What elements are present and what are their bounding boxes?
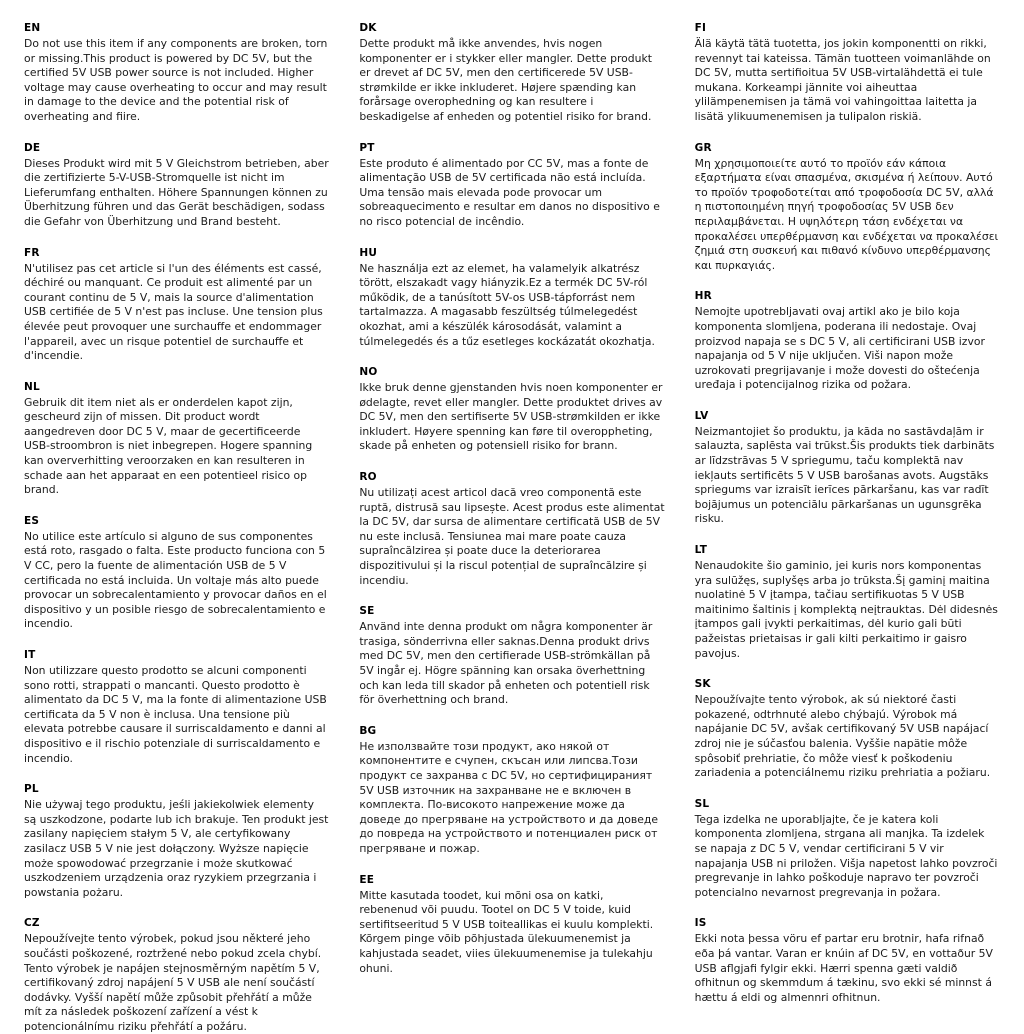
language-code: HU <box>359 246 378 259</box>
language-code: LT <box>694 544 708 557</box>
language-block-is <box>695 917 1000 1005</box>
language-code: ES <box>24 514 40 527</box>
language-block-dk <box>359 22 664 125</box>
language-text: Nu utilizați acest articol dacă vreo componentă este ruptă, distrusă sau lipsește. Acest produs este alimentat la DC 5V, dar sursa de alimentare certificată USB de 5V nu este inclusă. Tensiunea mai mare poate cauza supraîncălzirea și poate duce la deteriorarea dispozitivului și la riscul potențial de supraîncălzire și incendiu. <box>359 486 665 587</box>
language-code: SK <box>694 678 711 691</box>
language-text: Nie używaj tego produktu, jeśli jakiekolwiek elementy są uszkodzone, podarte lub ich brakuje. Ten produkt jest zasilany napięciem stałym 5 V, ale certyfikowany zasilacz USB 5 V nie jest dołączony. Wyższe napięcie może spowodować przegrzanie i może skutkować uszkodzeniem urządzenia oraz ryzykiem przegrzania i powstania pożaru. <box>24 798 329 899</box>
language-text: Ikke bruk denne gjenstanden hvis noen komponenter er ødelagte, revet eller mangler. Dette produktet drives av DC 5V, men den sertifiserte 5V USB-strømkilden er ikke inkludert. Høyere spenning kan føre til overoppheting, skade på enheten og potensiell risiko for brann. <box>359 381 663 453</box>
language-text: Не използвайте този продукт, ако някой от компонентите е счупен, скъсан или липсва.Този продукт се захранва с DC 5V, но сертифицираният 5V USB източник на захранване не е включен в комплекта. По-високото напрежение може да доведе до прегряване на устройството и да доведе до повреда на устройството и потенциален риск от прегряване и пожар. <box>359 739 659 855</box>
language-block-ee <box>359 874 664 977</box>
language-block-fr <box>24 247 329 364</box>
language-text: Nepoužívajte tento výrobok, ak sú niektoré časti pokazené, odtrhnuté alebo chýbajú. Výrobok má napájanie DC 5V, avšak certifikovaný 5V USB napájací zdroj nie je súčasťou balenia. Vyššie napätie môže spôsobiť prehriatie, čo môže viesť k poškodeniu zariadenia a potenciálnemu riziku prehriatia a požiaru. <box>694 693 991 780</box>
language-block-de <box>24 142 329 230</box>
language-block-sk <box>695 678 1000 781</box>
language-text: Mitte kasutada toodet, kui mõni osa on katki, rebenenud või puudu. Tootel on DC 5 V toide, kuid sertifitseeritud 5 V USB toiteallikas ei kuulu komplekti. Kõrgem pinge võib põhjustada ülekuumenemist ja kahjustada seadet, viies ülekuumenemise ja tulekahju ohuni. <box>359 888 654 975</box>
language-block-en <box>24 22 329 125</box>
language-block-gr <box>695 142 1000 274</box>
language-block-hr <box>695 290 1000 393</box>
column-left <box>24 22 329 1033</box>
language-code: LV <box>694 409 709 422</box>
language-code: DK <box>359 22 377 34</box>
language-block-it <box>24 649 329 766</box>
language-code: NL <box>24 380 40 393</box>
language-text: Neizmantojiet šo produktu, ja kāda no sastāvdaļām ir salauzta, saplēsta vai trūkst.Šis produkts tiek darbināts ar līdzstrāvas 5 V spriegumu, taču komplektā nav iekļauts sertificēts 5 V USB barošanas avots. Augstāks spriegums var izraisīt ierīces pārkaršanu, kas var radīt bojājumus un potenciālu pārkaršanas un ugunsgrēka risku. <box>694 424 995 526</box>
language-text: Dieses Produkt wird mit 5 V Gleichstrom betrieben, aber die zertifizierte 5-V-USB-Stromquelle ist nicht im Lieferumfang enthalten. Höhere Spannungen können zu Überhitzung führen und das Gerät beschädigen, sodass die Gefahr von Überhitzung und Brand besteht. <box>24 156 329 228</box>
language-code: PT <box>359 141 375 154</box>
language-code: HR <box>694 290 712 303</box>
language-code: IT <box>24 649 36 661</box>
language-code: CZ <box>24 917 40 930</box>
language-text: Dette produkt må ikke anvendes, hvis nogen komponenter er i stykker eller mangler. Dette produkt er drevet af DC 5V, men den certificerede 5V USB-strømkilde er ikke inkluderet. Højere spænding kan forårsage overophedning og kan resultere i beskadigelse af enheden og potentiel risiko for brand. <box>359 37 652 123</box>
language-code: EN <box>24 22 41 34</box>
language-block-es <box>24 515 329 632</box>
language-text: Gebruik dit item niet als er onderdelen kapot zijn, gescheurd zijn of missen. Dit product wordt aangedreven door DC 5 V, maar de gecertificeerde USB-stroombron is niet inbegrepen. Hogere spanning kan oververhitting veroorzaken en kan resulteren in schade aan het apparaat en een potentieel risico op brand. <box>24 395 313 497</box>
language-code: RO <box>359 471 377 484</box>
language-text: Använd inte denna produkt om några komponenter är trasiga, sönderrivna eller saknas.Denna produkt drivs med DC 5V, men den certifierade USB-strömkällan på 5V ingår ej. Högre spänning kan orsaka överhettning och kan leda till skador på enheten och potentiell risk för överhettning och brand. <box>359 620 653 707</box>
language-code: FI <box>694 22 707 34</box>
language-block-lt <box>695 544 1000 661</box>
language-code: SL <box>694 797 710 810</box>
language-block-bg <box>359 725 664 857</box>
language-code: BG <box>359 724 377 737</box>
language-code: FR <box>24 246 40 259</box>
language-text: Non utilizzare questo prodotto se alcuni componenti sono rotti, strappati o mancanti. Questo prodotto è alimentato da DC 5 V, ma la fonte di alimentazione USB certificata da 5 V non è inclusa. Una tensione più elevata potrebbe causare il surriscaldamento e danni al dispositivo e il rischio potenziale di surriscaldamento e incendio. <box>24 664 327 765</box>
language-block-ro <box>359 471 664 588</box>
language-text: Tega izdelka ne uporabljajte, če je katera koli komponenta zlomljena, strgana ali manjka. Ta izdelek se napaja z DC 5 V, vendar certificirani 5 V vir napajanja USB ni priložen. Višja napetost lahko povzroči pregrevanje in lahko poškoduje napravo ter povzroči potencialno nevarnost pregrevanja in požara. <box>694 812 998 899</box>
language-text: N'utilisez pas cet article si l'un des éléments est cassé, déchiré ou manquant. Ce produit est alimenté par un courant continu de 5 V, mais la source d'alimentation USB certifiée de 5 V n'est pas incluse. Une tension plus élevée peut provoquer une surchauffe et endommager l'appareil, avec un risque potentiel de surchauffe et d'incendie. <box>24 261 323 363</box>
language-text: Ne használja ezt az elemet, ha valamelyik alkatrész törött, elszakadt vagy hiányzik.Ez a termék DC 5V-ról működik, de a tanúsított 5V-os USB-tápforrást nem tartalmazza. A magasabb feszültség túlmelegedést okozhat, ami a készülék károsodását, valamint a túlmelegedés és a tűz esetleges kockázatát okozhatja. <box>359 261 655 348</box>
language-block-pt <box>359 142 664 230</box>
language-block-pl <box>24 783 329 900</box>
language-text: Nepoužívejte tento výrobek, pokud jsou některé jeho součásti poškozené, roztržené nebo pokud zcela chybí. Tento výrobek je napájen stejnosměrným napětím 5 V, certifikovaný zdroj napájení 5 V USB ale není součástí dodávky. Vyšší napětí může způsobit přehřátí a může mít za následek poškození zařízení a vést k potencionálnímu riziku přehřátí a požáru. <box>24 932 322 1033</box>
language-code: NO <box>359 366 378 379</box>
language-block-cz <box>24 917 329 1034</box>
language-text: Nemojte upotrebljavati ovaj artikl ako je bilo koja komponenta slomljena, poderana ili nedostaje. Ovaj proizvod napaja se s DC 5 V, ali certificirani USB izvor napajanja od 5 V nije uključen. Viši napon može uzrokovati pregrijavanje i može dovesti do oštećenja uređaja i potencijalnog rizika od požara. <box>694 305 985 392</box>
language-block-sl <box>695 798 1000 901</box>
language-text: No utilice este artículo si alguno de sus componentes está roto, rasgado o falta. Este producto funciona con 5 V CC, pero la fuente de alimentación USB de 5 V certificada no está incluida. Un voltaje más alto puede provocar un sobrecalentamiento y provocar daños en el dispositivo y un posible riesgo de sobrecalentamiento e incendio. <box>24 529 327 631</box>
column-middle <box>359 22 664 1014</box>
language-block-lv <box>695 410 1000 527</box>
column-right <box>695 22 1000 1014</box>
language-block-nl <box>24 381 329 498</box>
language-text: Do not use this item if any components are broken, torn or missing.This product is powered by DC 5V, but the certified 5V USB power source is not included. Higher voltage may cause overheating to occur and may result in damage to the device and the potential risk of overheating and fiire. <box>24 37 328 123</box>
language-code: IS <box>694 917 707 930</box>
language-text: Älä käytä tätä tuotetta, jos jokin komponentti on rikki, revennyt tai kateissa. Tämän tuotteen voimanlähde on DC 5V, mutta sertifioitua 5V USB-virtalähdettä ei tule mukana. Korkeampi jännite voi aiheuttaa ylilämpenemisen ja tämä voi vahingoittaa laitetta ja lisätä ylikuumenemisen ja tulipalon riskiä. <box>694 37 991 123</box>
language-code: GR <box>694 141 712 154</box>
language-text: Μη χρησιμοποιείτε αυτό το προϊόν εάν κάποια εξαρτήματα είναι σπασμένα, σκισμένα ή λείπουν. Αυτό το προϊόν τροφοδοτείται από τροφοδοσία DC 5V, αλλά η πιστοποιημένη πηγή τροφοδοσίας 5V USB δεν περιλαμβάνεται. Η υψηλότερη τάση ενδέχεται να προκαλέσει υπερθέρμανση και ενδέχεται να προκαλέσει ζημιά στη συσκευή και πιθανό κίνδυνο υπερθέρμανσης και πυρκαγιάς. <box>694 156 999 272</box>
language-text: Nenaudokite šio gaminio, jei kuris nors komponentas yra sulūžęs, suplyšęs arba jo trūksta.Šį gaminį maitina nuolatinė 5 V įtampa, tačiau sertifikuotas 5 V USB maitinimo šaltinis į komplektą neįtrauktas. Dėl didesnės įtampos gali įvykti perkaitimas, dėl kurio gali būti pažeistas prietaisas ir gali kilti perkaitimo ir gaisro pavojus. <box>694 559 998 660</box>
language-code: SE <box>359 605 375 618</box>
language-code: DE <box>24 141 41 154</box>
language-text: Ekki nota þessa vöru ef partar eru brotnir, hafa rifnað eða þá vantar. Varan er knúin af DC 5V, en vottaður 5V USB aflgjafi fylgir ekki. Hærri spenna gæti valdið ofhitnun og skemmdum á tækinu, svo ekki sé minnst á hættu á eldi og almennri ofhitnun. <box>694 932 993 1004</box>
language-code: EE <box>359 873 375 886</box>
language-block-no <box>359 366 664 454</box>
language-block-hu <box>359 247 664 350</box>
language-columns <box>24 22 1000 1033</box>
language-block-fi <box>695 22 1000 125</box>
language-text: Este produto é alimentado por CC 5V, mas a fonte de alimentação USB de 5V certificada não está incluída. Uma tensão mais elevada pode provocar um sobreaquecimento e resultar em danos no dispositivo e no risco potencial de incêndio. <box>359 156 660 228</box>
language-block-se <box>359 605 664 708</box>
language-code: PL <box>24 783 39 796</box>
